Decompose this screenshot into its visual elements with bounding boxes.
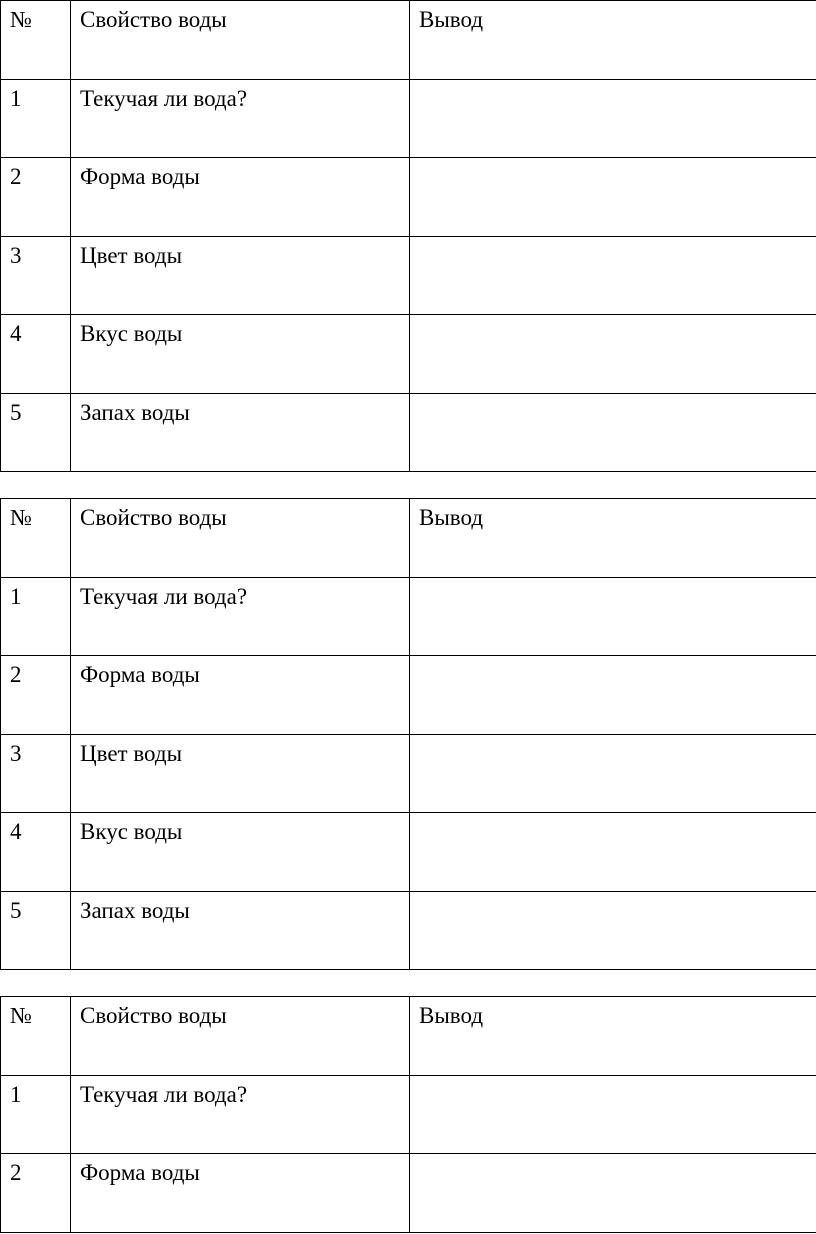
table-row — [1, 577, 816, 656]
table-row — [1, 1154, 816, 1233]
table-row — [1, 734, 816, 813]
row-number: 2 — [1, 656, 71, 735]
header-number: № — [1, 499, 71, 578]
row-property: Текучая ли вода? — [71, 577, 410, 656]
header-property: Свойство воды — [71, 997, 410, 1076]
row-result-cell[interactable] — [410, 1154, 816, 1233]
row-result-cell[interactable] — [410, 1075, 816, 1154]
row-number: 1 — [1, 79, 71, 158]
table-header-row — [1, 997, 816, 1076]
water-properties-table — [0, 996, 816, 1233]
row-number: 3 — [1, 734, 71, 813]
row-property: Форма воды — [71, 158, 410, 237]
row-property: Цвет воды — [71, 236, 410, 315]
row-result-cell[interactable] — [410, 577, 816, 656]
table-row — [1, 1075, 816, 1154]
table-header-row — [1, 499, 816, 578]
table-row — [1, 656, 816, 735]
row-result-cell[interactable] — [410, 813, 816, 892]
row-result-cell[interactable] — [410, 891, 816, 970]
row-number: 4 — [1, 813, 71, 892]
row-number: 4 — [1, 315, 71, 394]
row-number: 3 — [1, 236, 71, 315]
row-number: 5 — [1, 393, 71, 472]
row-number: 5 — [1, 891, 71, 970]
header-number: № — [1, 997, 71, 1076]
row-result-cell[interactable] — [410, 236, 816, 315]
table-row — [1, 813, 816, 892]
header-result: Вывод — [410, 499, 816, 578]
row-property: Вкус воды — [71, 315, 410, 394]
table-row — [1, 315, 816, 394]
row-result-cell[interactable] — [410, 158, 816, 237]
row-result-cell[interactable] — [410, 734, 816, 813]
row-number: 2 — [1, 158, 71, 237]
row-number: 1 — [1, 1075, 71, 1154]
header-result: Вывод — [410, 997, 816, 1076]
row-property: Запах воды — [71, 891, 410, 970]
row-property: Вкус воды — [71, 813, 410, 892]
row-property: Текучая ли вода? — [71, 1075, 410, 1154]
row-result-cell[interactable] — [410, 79, 816, 158]
row-number: 2 — [1, 1154, 71, 1233]
row-result-cell[interactable] — [410, 393, 816, 472]
row-property: Форма воды — [71, 1154, 410, 1233]
header-property: Свойство воды — [71, 499, 410, 578]
row-number: 1 — [1, 577, 71, 656]
row-result-cell[interactable] — [410, 315, 816, 394]
table-row — [1, 891, 816, 970]
water-properties-table — [0, 498, 816, 970]
row-property: Запах воды — [71, 393, 410, 472]
row-property: Текучая ли вода? — [71, 79, 410, 158]
header-number: № — [1, 1, 71, 80]
header-result: Вывод — [410, 1, 816, 80]
header-property: Свойство воды — [71, 1, 410, 80]
table-row — [1, 393, 816, 472]
row-property: Цвет воды — [71, 734, 410, 813]
table-row — [1, 158, 816, 237]
water-properties-table — [0, 0, 816, 472]
table-header-row — [1, 1, 816, 80]
row-result-cell[interactable] — [410, 656, 816, 735]
table-row — [1, 236, 816, 315]
table-row — [1, 79, 816, 158]
row-property: Форма воды — [71, 656, 410, 735]
